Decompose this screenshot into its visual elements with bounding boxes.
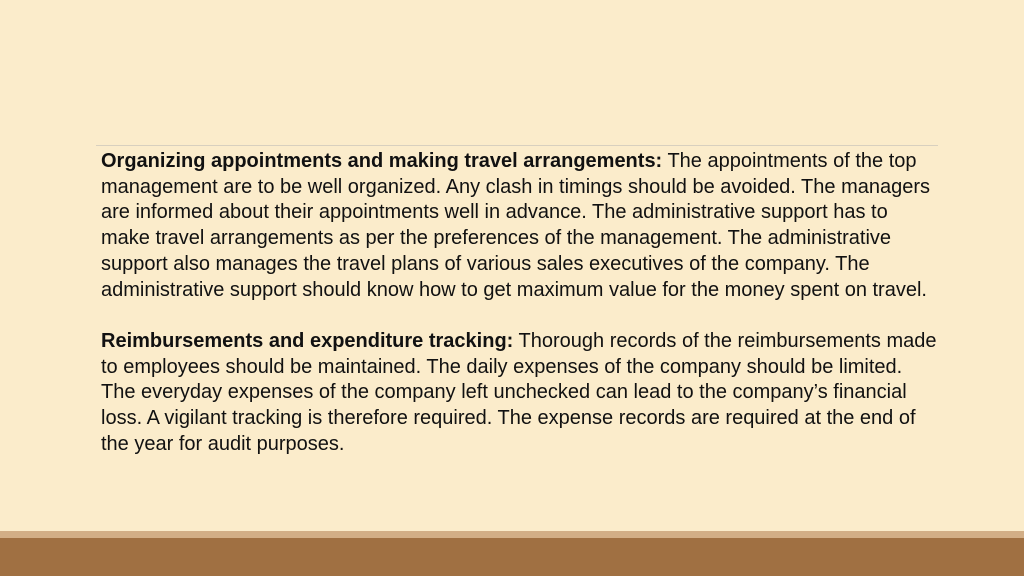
- paragraph-heading: Organizing appointments and making travel arrangements:: [101, 150, 663, 172]
- paragraph-text: The appointments of the top management are to be well organized. Any clash in timings should be avoided. The managers are informed about their appointments well in advance. The administrative support has to make travel arrangements as per the preferences of the management. The administrative support also manages the travel plans of various sales executives of the company. The administrative support should know how to get maximum value for the money spent on travel.: [101, 150, 931, 301]
- footer-bar: [0, 538, 1024, 576]
- divider-line: [96, 145, 938, 146]
- slide-body: [101, 149, 941, 457]
- paragraph-text: Thorough records of the reimbursements made to employees should be maintained. The daily expenses of the company should be limited. The everyday expenses of the company left unchecked can lead to the company’s financial loss. A vigilant tracking is therefore required. The expense records are required at the end of the year for audit purposes.: [101, 329, 937, 455]
- paragraph-heading: Reimbursements and expenditure tracking:: [101, 329, 514, 352]
- paragraph-travel: [101, 149, 941, 303]
- footer-stripe: [0, 531, 1024, 538]
- paragraph-reimbursements: [101, 329, 941, 458]
